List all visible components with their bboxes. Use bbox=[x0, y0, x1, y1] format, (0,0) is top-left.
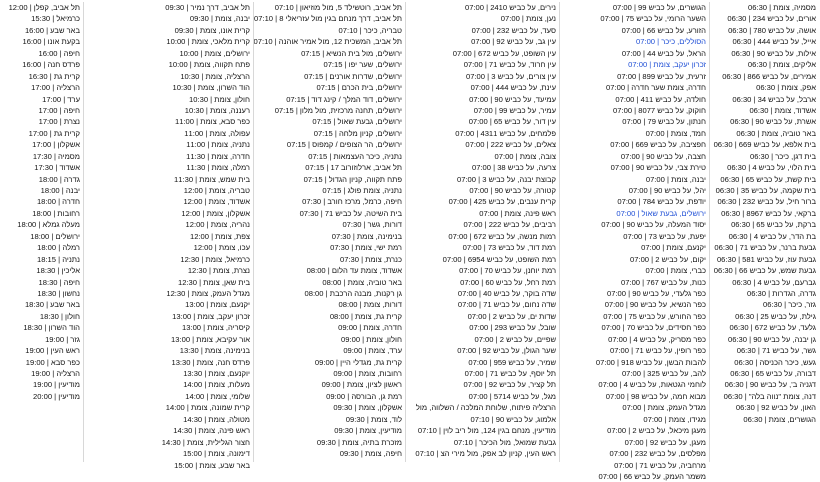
schedule-row: חנתון, על כביש 79 | 07:00 bbox=[622, 117, 706, 127]
schedule-column-3 bbox=[406, 2, 558, 462]
schedule-row: חיפה, צומת | 09:30 bbox=[339, 449, 402, 459]
schedule-row: טירת צבי, על כביש 90 | 07:00 bbox=[610, 163, 706, 173]
schedule-row: בקעת אונו | 16:00 bbox=[22, 37, 80, 47]
schedule-row: בית דגן, כיכר | 06:30 bbox=[749, 151, 816, 161]
schedule-row: להב, על כביש 325 | 07:00 bbox=[621, 369, 706, 378]
schedule-row: כפר מסריק, על כביש 4 | 07:00 bbox=[608, 334, 706, 344]
schedule-row: שער הגולן, על כביש 92 | 07:00 bbox=[457, 346, 556, 356]
schedule-row: רמלה | 18:00 bbox=[37, 243, 80, 253]
schedule-row: קרית שמונה, צומת | 14:00 bbox=[165, 403, 250, 413]
schedule-row: נען, צומת | 07:00 bbox=[500, 14, 556, 24]
schedule-row: תל קציר, על כביש 92 | 07:00 bbox=[463, 380, 556, 390]
schedule-row: אשקלון, צומת | 09:30 bbox=[333, 403, 402, 413]
schedule-row: מודיעין, מנחם בגין 124, מול ריב לוין | 07:10 bbox=[417, 426, 556, 436]
schedule-row: מזכרת בתיה, צומת | 09:30 bbox=[316, 437, 402, 447]
schedule-row: אליכין | 18:30 bbox=[36, 266, 80, 276]
schedule-row: אורים, על כביש 234 | 06:30 bbox=[727, 14, 816, 24]
schedule-row: קרית גת, צומת | 08:00 bbox=[329, 311, 402, 321]
schedule-row: באר שבע, צומת | 15:00 bbox=[174, 460, 250, 470]
schedule-row: בית הלוי, על כביש 4 | 06:30 bbox=[727, 163, 816, 173]
schedule-row: אשדוד, צומת עד הלום | 08:00 bbox=[306, 266, 402, 276]
column-divider bbox=[405, 2, 406, 462]
schedule-row: ראשון לציון, צומת | 09:00 bbox=[321, 380, 402, 390]
schedule-row: תל אביב, המשכית 12, מול אמיר אוהנה | 07:10 bbox=[253, 37, 402, 47]
schedule-row: ברקת, על כביש 65 | 06:30 bbox=[731, 220, 816, 230]
schedule-row: צפת, צומת | 12:00 bbox=[189, 231, 250, 241]
schedule-row: מגל, על כביש 5714 | 07:00 bbox=[468, 391, 556, 401]
schedule-row: הוד השרון | 18:30 bbox=[23, 323, 80, 333]
schedule-row: פרדס חנה | 16:00 bbox=[22, 60, 80, 70]
schedule-row: ראש פינה, צומת | 14:30 bbox=[173, 426, 250, 436]
schedule-row: אשדוד, צומת | 12:00 bbox=[183, 197, 250, 207]
schedule-row: רמלה, צומת | 11:30 bbox=[186, 163, 250, 173]
schedule-row: פתח תקווה, צומת | 10:00 bbox=[168, 60, 250, 70]
schedule-row: יוקנעם, צומת | 13:30 bbox=[183, 369, 250, 378]
schedule-row: בית השיטה, על כביש 71 | 07:30 bbox=[299, 208, 402, 218]
schedule-row: הזורע, על כביש 66 | 07:00 bbox=[621, 25, 706, 35]
schedule-row: עכו, צומת | 12:00 bbox=[193, 243, 250, 253]
schedule-row: מודיעין | 20:00 bbox=[33, 391, 80, 401]
schedule-row: דבורה, על כביש 65 | 06:30 bbox=[730, 369, 816, 378]
schedule-row: מרחביה, על כביש 71 | 07:00 bbox=[614, 460, 706, 470]
schedule-row: באר טוביה, צומת | 06:30 bbox=[736, 128, 816, 138]
schedule-row: ירושלים, גבעת שאול | 07:15 bbox=[312, 117, 402, 127]
schedule-column-2 bbox=[560, 2, 708, 481]
schedule-row: רמת גן, הבורסה | 09:00 bbox=[326, 391, 402, 401]
schedule-row: חדרה, צומת | 09:00 bbox=[338, 323, 402, 333]
schedule-row: חוקוק, על כביש 8077 | 07:00 bbox=[613, 105, 706, 115]
schedule-row: אשקלון, צומת | 12:00 bbox=[181, 208, 250, 218]
schedule-row: כפר רופין, על כביש 71 | 07:00 bbox=[610, 346, 706, 356]
schedule-row: גדרה, הגדרות | 06:30 bbox=[747, 288, 816, 298]
schedule-row: שפיים, על כביש 2 | 07:00 bbox=[474, 334, 556, 344]
schedule-row: גזר, כיכר | 06:30 bbox=[763, 300, 816, 310]
schedule-row: לוד, צומת | 09:30 bbox=[345, 414, 402, 424]
schedule-row: עין צורים, על כביש 3 | 07:00 bbox=[466, 71, 556, 81]
column-divider bbox=[559, 2, 560, 462]
schedule-row: פרדס חנה, צומת | 13:30 bbox=[171, 357, 250, 367]
schedule-row: קיסריה, צומת | 13:00 bbox=[182, 323, 250, 333]
schedule-row: ירושלים, גבעת שאול | 07:00 bbox=[616, 208, 706, 218]
schedule-row: קרית ענבים, על כביש 425 | 07:00 bbox=[448, 197, 556, 207]
column-divider bbox=[83, 2, 84, 462]
schedule-row: חולון, צומת | 09:00 bbox=[341, 334, 402, 344]
schedule-row: ערד, צומת | 09:00 bbox=[343, 346, 402, 356]
schedule-row: רחובות, צומת | 09:00 bbox=[333, 369, 402, 378]
schedule-row: רביבים, על כביש 222 | 07:00 bbox=[463, 220, 556, 230]
schedule-row: כפר סבא | 19:00 bbox=[25, 357, 80, 367]
schedule-row: גבעת עוז, על כביש 581 | 06:30 bbox=[716, 254, 816, 264]
schedule-row: באר שבע | 18:30 bbox=[24, 300, 80, 310]
schedule-row: אושה, על כביש 780 | 06:30 bbox=[728, 25, 816, 35]
schedule-row: עפולה, צומת | 11:00 bbox=[184, 128, 250, 138]
schedule-row: נתניה, כיכר העצמאות | 07:15 bbox=[308, 151, 402, 161]
schedule-row: הרצליה, צומת | 10:30 bbox=[180, 71, 250, 81]
schedule-row: עינת, על כביש 444 | 07:00 bbox=[470, 83, 556, 93]
schedule-row: דימונה, צומת | 15:00 bbox=[183, 449, 250, 459]
schedule-row: שובל, על כביש 293 | 07:00 bbox=[469, 323, 556, 333]
schedule-row: אלמוג, על כביש 90 | 07:10 bbox=[470, 414, 556, 424]
schedule-row: עמיר, על כביש 99 | 07:00 bbox=[473, 105, 556, 115]
schedule-row: נחשון | 18:30 bbox=[37, 288, 80, 298]
schedule-row: עמיעד, על כביש 90 | 07:00 bbox=[469, 94, 556, 104]
schedule-row: בית שקמה, על כביש 35 | 06:30 bbox=[715, 186, 816, 195]
schedule-row: חצור הגלילית, צומת | 14:30 bbox=[161, 437, 250, 447]
schedule-row: נצרת | 17:00 bbox=[38, 117, 80, 127]
schedule-row: אשדוד, צומת | 06:30 bbox=[749, 105, 816, 115]
schedule-row: חפציבה, על כביש 669 | 07:00 bbox=[610, 140, 706, 150]
schedule-row: שמיר, על כביש 959 | 07:00 bbox=[468, 357, 556, 367]
schedule-row: מגדל העמק, צומת | 12:30 bbox=[166, 288, 250, 298]
schedule-row: אשקלון | 17:00 bbox=[32, 140, 80, 150]
schedule-row: מודיעין | 19:00 bbox=[33, 380, 80, 390]
schedule-row: גלעד, על כביש 672 | 06:30 bbox=[729, 323, 816, 333]
schedule-row: הגושרים, על כביש 99 | 07:00 bbox=[612, 3, 706, 12]
schedule-row: זכרון יעקב, צומת | 13:00 bbox=[172, 311, 250, 321]
schedule-row: אייל, על כביש 444 | 06:30 bbox=[732, 37, 816, 47]
schedule-row: מעגן מיכאל, על כביש 2 | 07:00 bbox=[607, 426, 706, 436]
schedule-row: עין חרוד, על כביש 71 | 07:00 bbox=[463, 60, 556, 70]
schedule-row: חולון | 18:30 bbox=[39, 311, 80, 321]
schedule-row: חיפה, כרמל, מרכז חורב | 07:30 bbox=[302, 197, 402, 207]
schedule-row: ירושלים, תחנה מרכזית, מול מלון | 07:15 bbox=[274, 105, 402, 115]
schedule-row: ראש העין, קניון לב אפק, מול מירי הצ | 07:10 bbox=[415, 449, 556, 459]
schedule-row: הוד השרון, צומת | 10:30 bbox=[172, 83, 250, 93]
schedule-row: שלומי, צומת | 14:00 bbox=[185, 391, 250, 401]
schedule-row: כפר סבא, צומת | 11:00 bbox=[174, 117, 250, 127]
schedule-row: עין השופט, על כביש 672 | 07:00 bbox=[452, 48, 556, 58]
schedule-row: להבות הבשן, על כביש 918 | 07:00 bbox=[595, 357, 706, 367]
schedule-row: כפר גלעדי, על כביש 90 | 07:00 bbox=[607, 288, 706, 298]
schedule-row: נצרת, צומת | 12:30 bbox=[187, 266, 250, 276]
schedule-row: תל אביב, ארלוזורוב 17 | 07:15 bbox=[305, 163, 402, 173]
schedule-row: באר טוביה, צומת | 08:00 bbox=[322, 277, 402, 287]
schedule-row: נתניה, צומת פולג | 07:15 bbox=[322, 186, 402, 195]
schedule-row: קרית גת, מגדלי היין | 09:00 bbox=[314, 357, 402, 367]
column-divider bbox=[253, 2, 254, 462]
schedule-row: האון, על כביש 92 | 06:30 bbox=[735, 403, 816, 413]
schedule-row: רחובות | 18:00 bbox=[32, 208, 80, 218]
schedule-row: רמת ישי, צומת | 07:30 bbox=[330, 243, 402, 253]
schedule-row: געש, כיכר הכניסה | 06:30 bbox=[734, 357, 816, 367]
schedule-row: גברעם, על כביש 4 | 06:30 bbox=[732, 277, 816, 287]
schedule-row: פלמחים, על כביש 4311 | 07:00 bbox=[455, 128, 556, 138]
schedule-row: חיפה | 17:00 bbox=[38, 105, 80, 115]
schedule-row: יקנעם, צומת | 07:00 bbox=[641, 243, 706, 253]
schedule-row: חצבה, על כביש 90 | 07:00 bbox=[620, 151, 706, 161]
schedule-row: ירושלים, מול בית הנשיא | 07:15 bbox=[301, 48, 402, 58]
schedule-row: מגידו, צומת | 07:00 bbox=[643, 414, 706, 424]
schedule-row: מפלסים, על כביש 232 | 07:00 bbox=[609, 449, 706, 459]
schedule-row: יסוד המעלה, על כביש 90 | 07:00 bbox=[601, 220, 706, 230]
schedule-row: קטורה, על כביש 90 | 07:00 bbox=[469, 186, 556, 195]
schedule-row: חיפה | 16:00 bbox=[38, 48, 80, 58]
schedule-row: עין דור, על כביש 65 | 07:00 bbox=[468, 117, 556, 127]
schedule-row: חולדה, על כביש 411 | 07:00 bbox=[615, 94, 706, 104]
schedule-row: כפר החורש, על כביש 75 | 07:00 bbox=[603, 311, 706, 321]
schedule-row: רמת דוד, על כביש 73 | 07:00 bbox=[462, 243, 556, 253]
schedule-row: כברי, צומת | 07:00 bbox=[645, 266, 706, 276]
schedule-row: דורות, צומת | 08:00 bbox=[338, 300, 402, 310]
column-divider bbox=[709, 2, 710, 462]
schedule-row: גשר, על כביש 71 | 06:30 bbox=[736, 346, 816, 356]
schedule-row: גילת, על כביש 25 | 06:30 bbox=[735, 311, 816, 321]
schedule-row: מגדל העמק, צומת | 07:00 bbox=[622, 403, 706, 413]
schedule-row: סעד, על כביש 232 | 07:00 bbox=[471, 25, 556, 35]
schedule-row: עין גב, על כביש 92 | 07:00 bbox=[471, 37, 556, 47]
schedule-row: גן יבנה, על כביש 90 | 06:30 bbox=[727, 334, 816, 344]
schedule-row: שדות ים, על כביש 2 | 07:00 bbox=[467, 311, 556, 321]
schedule-row: ירושלים, דוד המלך / קינג דוד | 07:15 bbox=[286, 94, 402, 104]
schedule-row: יפעת, על כביש 73 | 07:00 bbox=[623, 231, 706, 241]
schedule-row: ירושלים | 18:00 bbox=[30, 231, 80, 241]
schedule-row: ירושלים, קניון מלחה | 07:15 bbox=[313, 128, 402, 138]
schedule-row: השער הרומי, על כביש 75 | 07:00 bbox=[600, 14, 706, 24]
schedule-row: קרית גת | 17:00 bbox=[28, 128, 80, 138]
schedule-row: נתניה | 18:15 bbox=[37, 254, 80, 264]
schedule-row: יקום, על כביש 2 | 07:00 bbox=[630, 254, 706, 264]
schedule-row: בית אלפא, על כביש 669 | 06:30 bbox=[713, 140, 816, 150]
schedule-row: בנימינה, צומת | 07:30 bbox=[331, 231, 402, 241]
schedule-row: רמת השופט, על כביש 6954 | 07:00 bbox=[442, 254, 556, 264]
schedule-row: תל אביב, רוטשילד 5, מול מוזיאון | 07:10 bbox=[274, 3, 402, 12]
schedule-row: חדרה, צומת שער חדרה | 07:00 bbox=[606, 83, 706, 93]
schedule-row: חדרה, צומת | 11:30 bbox=[186, 151, 250, 161]
schedule-row: גדרה | 18:00 bbox=[38, 174, 80, 184]
schedule-row: פתח תקווה, קניון הגדול | 07:15 bbox=[303, 174, 402, 184]
schedule-row: כנרת, צומת | 07:30 bbox=[339, 254, 402, 264]
schedule-row: כנות, על כביש 767 | 07:00 bbox=[621, 277, 706, 287]
schedule-row: מעגן, על כביש 92 | 07:00 bbox=[624, 437, 706, 447]
schedule-row: ראש העין | 19:00 bbox=[25, 346, 80, 356]
schedule-row: חמד, צומת | 07:00 bbox=[645, 128, 706, 138]
schedule-row: ארבל, על כביש 34 | 06:30 bbox=[732, 94, 816, 104]
schedule-row: אפק, צומת | 06:30 bbox=[756, 83, 816, 93]
schedule-row: נתניה, צומת | 11:00 bbox=[186, 140, 250, 150]
schedule-row: כפר הנשיא, על כביש 90 | 07:00 bbox=[604, 300, 706, 310]
schedule-row: צובה, צומת | 07:00 bbox=[494, 151, 556, 161]
schedule-row: יודפת, על כביש 784 | 07:00 bbox=[617, 197, 706, 207]
schedule-row: מבוא חמה, על כביש 98 | 07:00 bbox=[605, 391, 706, 401]
schedule-row: הגושרים, צומת | 06:30 bbox=[743, 414, 816, 424]
schedule-row: כרמיאל | 15:30 bbox=[31, 14, 80, 24]
schedule-row: הרצליה | 17:00 bbox=[31, 83, 80, 93]
schedule-row: יקנעם, צומת | 13:00 bbox=[185, 300, 250, 310]
schedule-row: יהל, על כביש 90 | 07:00 bbox=[628, 186, 706, 195]
schedule-row: חדרה | 18:00 bbox=[36, 197, 80, 207]
schedule-row: מעלה גמלא | 18:00 bbox=[17, 220, 80, 230]
schedule-row: דגניה ב', על כביש 90 | 06:30 bbox=[724, 380, 816, 390]
schedule-row: כרמיאל, צומת | 12:30 bbox=[180, 254, 250, 264]
schedule-row: קבוצת יבנה, על כביש 3 | 07:00 bbox=[457, 174, 556, 184]
schedule-row: ירושלים, צומת | 10:00 bbox=[179, 48, 250, 58]
schedule-row: בנימינה, צומת | 13:30 bbox=[179, 346, 250, 356]
schedule-row: אילות, על כביש 90 | 06:30 bbox=[731, 48, 816, 58]
schedule-row: הסוללים, כיכר | 07:00 bbox=[636, 37, 706, 47]
schedule-row: רמת יוחנן, על כביש 70 | 07:00 bbox=[459, 266, 556, 276]
schedule-row: ערד | 17:00 bbox=[42, 94, 80, 104]
schedule-row: דנה, צומת "נווה בלה" | 06:30 bbox=[723, 391, 816, 401]
schedule-column-5 bbox=[84, 2, 252, 470]
schedule-row: מטולה, צומת | 14:30 bbox=[183, 414, 250, 424]
schedule-row: גבעת ברנר, על כביש 71 | 06:30 bbox=[714, 243, 816, 253]
schedule-row: גבעת שמש, על כביש 66 | 06:30 bbox=[713, 266, 816, 276]
schedule-row: רמות מנשה, על כביש 672 | 07:00 bbox=[448, 231, 556, 241]
schedule-row: חיפה | 18:30 bbox=[38, 277, 80, 287]
schedule-column-4 bbox=[254, 2, 404, 462]
schedule-row: ירושלים, הר הצופים / קמפוס | 07:15 bbox=[286, 140, 402, 150]
schedule-row: קרית גת | 16:30 bbox=[28, 71, 80, 81]
schedule-row: באר שבע | 16:00 bbox=[24, 25, 80, 35]
schedule-row: מסמיה | 17:30 bbox=[32, 151, 80, 161]
schedule-row: יבנה, צומת | 07:00 bbox=[645, 174, 706, 184]
schedule-column-1 bbox=[710, 2, 818, 462]
schedule-row: אשרת, על כביש 90 | 06:30 bbox=[730, 117, 816, 127]
schedule-row: נהריה, צומת | 12:00 bbox=[185, 220, 250, 230]
schedule-row: צאלים, על כביש 222 | 07:00 bbox=[465, 140, 556, 150]
schedule-row: זרעית, על כביש 899 | 07:00 bbox=[617, 71, 706, 81]
schedule-row: הראל, על כביש 44 | 07:00 bbox=[621, 48, 706, 58]
schedule-row: ירושלים, שער יפו | 07:15 bbox=[323, 60, 402, 70]
schedule-row: הרצליה | 19:00 bbox=[31, 369, 80, 378]
schedule-row: מודיעין, צומת | 09:30 bbox=[334, 426, 402, 436]
schedule-row: מסמיה, צומת | 06:30 bbox=[748, 3, 816, 12]
schedule-row: מעלות, צומת | 14:00 bbox=[183, 380, 250, 390]
schedule-column-6 bbox=[2, 2, 82, 462]
schedule-row: תל אביב, דרך מנחם בגין מול עזריאלי 8 | 07:10 bbox=[254, 14, 402, 24]
schedule-row: קרית מלאכי, צומת | 10:00 bbox=[166, 37, 250, 47]
schedule-row: אשדוד | 17:30 bbox=[34, 163, 80, 173]
schedule-row: שדה בוקר, על כביש 40 | 07:00 bbox=[457, 288, 556, 298]
schedule-row: משמר העמק, על כביש 66 | 07:00 bbox=[598, 471, 706, 481]
schedule-row: יבנה | 18:00 bbox=[40, 186, 80, 195]
schedule-row: זכרון יעקב, צומת | 07:00 bbox=[628, 60, 706, 70]
schedule-row: תל יוסף, על כביש 71 | 07:00 bbox=[464, 369, 556, 378]
schedule-row: תל אביב, דרך נמיר | 09:30 bbox=[165, 3, 250, 12]
schedule-row: טבריה, צומת | 12:00 bbox=[183, 186, 250, 195]
schedule-row: אור עקיבא, צומת | 13:00 bbox=[171, 334, 250, 344]
schedule-row: בית שמש, צומת | 11:30 bbox=[174, 174, 250, 184]
schedule-row: לוחמי הגטאות, על כביש 4 | 07:00 bbox=[598, 380, 706, 390]
schedule-row: גזר | 19:00 bbox=[45, 334, 80, 344]
schedule-row: ראש פינה, צומת | 07:00 bbox=[479, 208, 556, 218]
schedule-row: תל אביב, קפלן | 12:00 bbox=[8, 3, 80, 12]
schedule-row: טבריה, כיכר | 07:10 bbox=[338, 25, 402, 35]
schedule-row: בית קשת, על כביש 65 | 06:30 bbox=[720, 174, 816, 184]
schedule-row: קרית אונו, צומת | 09:30 bbox=[174, 25, 250, 35]
schedule-row: שדה נחום, על כביש 71 | 07:00 bbox=[457, 300, 556, 310]
schedule-row: אמירים, על כביש 866 | 06:30 bbox=[722, 71, 816, 81]
schedule-row: ירושלים, שדרות אורנים | 07:15 bbox=[304, 71, 402, 81]
schedule-row: אליקים, צומת | 06:30 bbox=[747, 60, 816, 70]
schedule-row: גן רקנות, מבנה הרכבת | 08:00 bbox=[304, 288, 402, 298]
schedule-row: בית שאן, צומת | 12:30 bbox=[177, 277, 250, 287]
schedule-row: ברור חיל, על כביש 232 | 06:30 bbox=[717, 197, 816, 207]
schedule-row: בת הדר, על כביש 4 | 06:30 bbox=[728, 231, 816, 241]
schedule-row: ברקאי, על כביש 8967 | 06:30 bbox=[721, 208, 816, 218]
schedule-row: ירושלים, בית הכרם | 07:15 bbox=[316, 83, 402, 93]
schedule-row: גבעת שמואל, מול הכיכר | 07:10 bbox=[453, 437, 556, 447]
schedule-row: הרצליה פיתוח, שלוחת המלכה / השלווה, מול bbox=[415, 403, 556, 413]
schedule-row: יבנה, צומת | 09:30 bbox=[189, 14, 250, 24]
schedule-row: חולון, צומת | 10:30 bbox=[189, 94, 250, 104]
schedule-row: רעננה, צומת | 10:30 bbox=[184, 105, 250, 115]
schedule-row: כפר חסידים, על כביש 70 | 07:00 bbox=[601, 323, 706, 333]
schedule-row: דורות, גשר | 07:30 bbox=[342, 220, 402, 230]
schedule-row: רמת רחל, על כביש 60 | 07:00 bbox=[460, 277, 556, 287]
schedule-row: נירים, על כביש 2410 | 07:00 bbox=[464, 3, 556, 12]
schedule-row: צרעה, על כביש 38 | 07:00 bbox=[471, 163, 556, 173]
